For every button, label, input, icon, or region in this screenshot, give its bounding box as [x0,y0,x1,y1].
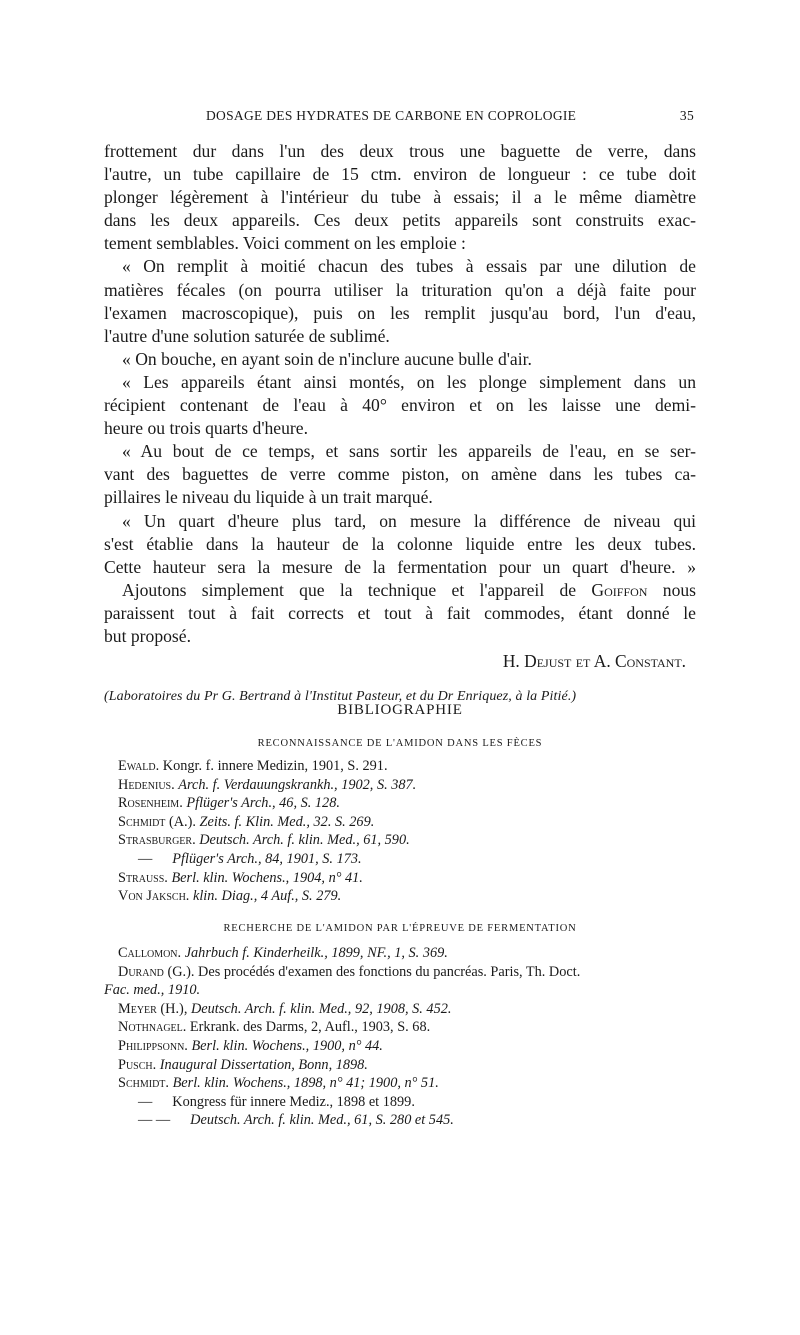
running-title: DOSAGE DES HYDRATES DE CARBONE EN COPROLOGIE [206,108,577,123]
ref-author: Callomon. [118,945,182,961]
ref-item [118,963,708,982]
ref-author: Hedenius. [118,776,175,793]
bibliography-heading: BIBLIOGRAPHIE [337,702,463,718]
ref-author: Schmidt (A.). [118,813,196,830]
ref-author: Strasburger. [118,832,196,849]
ref-text: Inaugural Dissertation, Bonn, 1898. [159,1056,368,1073]
body-line: matières fécales (on pourra utiliser la trituration qu'on a déjà faite pour [104,279,696,300]
ref-item [118,1111,708,1130]
ref-item [118,1074,708,1093]
body-line-goiffon [104,579,696,602]
ref-item [118,944,708,963]
ref-item [118,813,708,832]
body-line: pillaires le niveau du liquide à un trait marqué. [104,487,433,508]
ref-text: Kongress für innere Mediz., 1898 et 1899. [172,1093,415,1110]
ref-text: Berl. klin. Wochens., 1904, n° 41. [171,869,363,886]
body-line: Cette hauteur sera la mesure de la fermentation pour un quart d'heure. » [104,556,696,577]
ref-author: — — [138,1112,171,1129]
body-text [104,140,696,707]
body-line: plonger légèrement à l'intérieur du tube à essais; il a le même diamètre [104,187,696,208]
body-line: l'autre, un tube capillaire de 15 ctm. environ de longueur : ce tube doit [104,164,696,185]
ref-author: Nothnagel. [118,1019,187,1036]
section2-refs [104,944,708,1130]
ref-item [118,887,708,906]
body-line: but proposé. [104,625,191,646]
ref-item [104,981,708,1000]
signature: H. Dejust et A. Constant. [502,651,686,672]
ref-item [118,850,708,869]
ref-text: klin. Diag., 4 Auf., S. 279. [192,888,342,905]
body-line-tail: nous [662,579,697,600]
ref-item [118,1000,708,1019]
ref-item [118,1093,708,1112]
ref-text: Berl. klin. Wochens., 1900, n° 44. [191,1037,383,1054]
body-line-text: Ajoutons simplement que la technique et l'appareil de [122,579,577,600]
ref-author: Ewald. [118,758,160,774]
section1-heading: RECONNAISSANCE DE L'AMIDON DANS LES FÈCES [257,738,543,749]
ref-author: Philippsonn. [118,1037,188,1054]
body-line: « Un quart d'heure plus tard, on mesure la différence de niveau qui [122,510,696,531]
body-line: « On remplit à moitié chacun des tubes à essais par une dilution de [122,256,696,277]
ref-item [118,1056,708,1075]
ref-author: Durand (G.). [118,963,195,980]
body-line: tement semblables. Voici comment on les emploie : [104,233,466,254]
ref-item [118,776,708,795]
ref-text: Des procédés d'examen des fonctions du pancréas. Paris, Th. Doct. [198,963,581,980]
body-line: l'autre d'une solution saturée de sublimé. [104,325,390,346]
ref-author: — [138,850,153,867]
ref-author: Pusch. [118,1056,157,1073]
ref-text: Jahrbuch f. Kinderheilk., 1899, NF., 1, S. 369. [184,945,448,961]
ref-item [118,1037,708,1056]
body-line: récipient contenant de l'eau à 40° environ et on les laisse une demi- [104,395,696,416]
section2-heading: RECHERCHE DE L'AMIDON PAR L'ÉPREUVE DE FERMENTATION [223,923,577,934]
ref-text: Erkrank. des Darms, 2, Aufl., 1903, S. 68. [189,1019,431,1036]
body-line: « Les appareils étant ainsi montés, on les plonge simplement dans un [122,371,696,392]
ref-item [118,869,708,888]
ref-author: — [138,1093,153,1110]
body-line: « On bouche, en ayant soin de n'inclure aucune bulle d'air. [122,348,532,369]
running-header [104,108,694,128]
ref-item [118,794,708,813]
body-line: vant des baguettes de verre comme piston, on amène dans les tubes ca- [104,464,696,485]
ref-text: Pflüger's Arch., 84, 1901, S. 173. [172,850,362,867]
body-line: frottement dur dans l'un des deux trous une baguette de verre, dans [104,141,696,161]
ref-author: Von Jaksch. [118,888,190,905]
body-line: dans les deux appareils. Ces deux petits appareils sont construits exac- [104,210,696,231]
body-line: « Au bout de ce temps, et sans sortir les appareils de l'eau, en se ser- [122,441,696,462]
ref-item [118,757,708,776]
body-line: paraissent tout à fait corrects et tout à fait commodes, étant donné le [104,602,696,623]
ref-item [118,831,708,850]
ref-text: Zeits. f. Klin. Med., 32. S. 269. [199,813,375,830]
ref-text: Berl. klin. Wochens., 1898, n° 41; 1900, n° 51. [172,1075,439,1092]
body-line: l'examen macroscopique), puis on les remplit jusqu'au bord, l'un d'eau, [104,302,696,323]
body-line: s'est établie dans la hauteur de la colonne liquide entre les deux tubes. [104,533,696,554]
ref-author: Rosenheim. [118,795,183,812]
ref-item [118,1018,708,1037]
ref-text: Deutsch. Arch. f. klin. Med., 92, 1908, S. 452. [190,1000,452,1017]
laboratory-text: (Laboratoires du Pr G. Bertrand à l'Institut Pasteur, et du Dr Enriquez, à la Pitié.) [104,689,577,705]
page-number: 35 [679,108,694,123]
body-line: heure ou trois quarts d'heure. [104,418,308,439]
ref-author: Meyer (H.), [118,1000,188,1017]
ref-text: Deutsch. Arch. f. klin. Med., 61, 590. [199,832,410,849]
ref-text: Fac. med., 1910. [104,982,201,999]
section1-refs [118,757,708,906]
ref-text: Deutsch. Arch. f. klin. Med., 61, S. 280 et 545. [190,1112,454,1129]
ref-text: Arch. f. Verdauungskrankh., 1902, S. 387. [178,776,417,793]
ref-author: Strauss. [118,869,168,886]
ref-author: Schmidt. [118,1075,169,1092]
ref-text: Kongr. f. innere Medizin, 1901, S. 291. [162,758,388,774]
ref-text: Pflüger's Arch., 46, S. 128. [186,795,340,812]
author-goiffon: Goiffon [591,579,648,600]
